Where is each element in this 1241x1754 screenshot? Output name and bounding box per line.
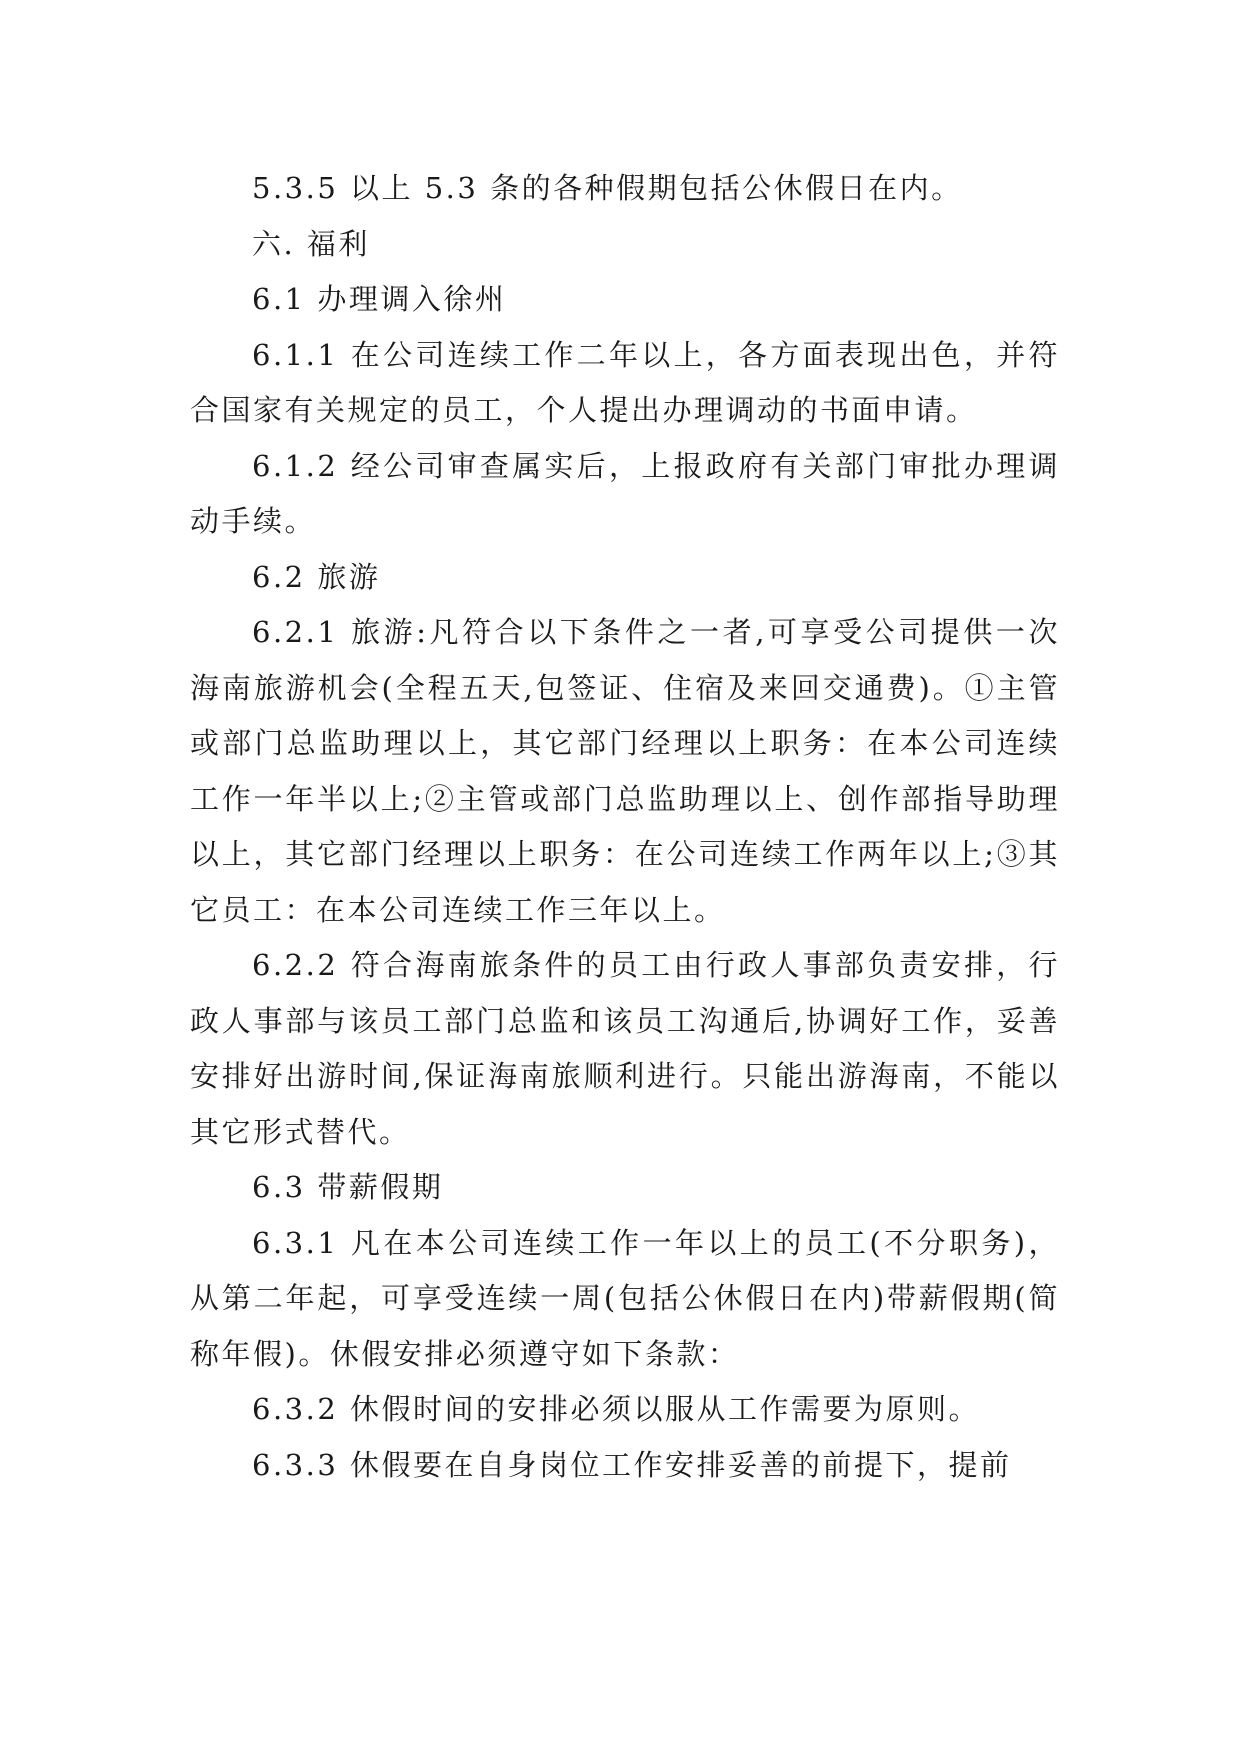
paragraph-6-1-1: 6.1.1 在公司连续工作二年以上，各方面表现出色，并符合国家有关规定的员工，个人提出办理调动的书面申请。 bbox=[190, 337, 1060, 427]
subheading-6-1: 6.1 办理调入徐州 bbox=[252, 282, 507, 316]
subheading-6-2: 6.2 旅游 bbox=[252, 559, 381, 594]
document-body bbox=[190, 161, 1060, 1493]
paragraph-6-2-2: 6.2.2 符合海南旅条件的员工由行政人事部负责安排，行政人事部与该员工部门总监和该员工沟通后,协调好工作，妥善安排好出游时间,保证海南旅顺利进行。只能出游海南，不能以其它形式替代。 bbox=[190, 948, 1060, 1149]
paragraph-6-2-1: 6.2.1 旅游:凡符合以下条件之一者,可享受公司提供一次海南旅游机会(全程五天,包签证、住宿及来回交通费)。①主管或部门总监助理以上，其它部门经理以上职务：在本公司连续工作一年半以上;②主管或部门总监助理以上、创作部指导助理以上，其它部门经理以上职务：在公司连续工作两年以上;③其它员工：在本公司连续工作三年以上。 bbox=[190, 615, 1060, 927]
subheading-6-3: 6.3 带薪假期 bbox=[252, 1170, 444, 1204]
paragraph-6-1-2: 6.1.2 经公司审查属实后，上报政府有关部门审批办理调动手续。 bbox=[190, 448, 1060, 538]
paragraph-6-3-2: 6.3.2 休假时间的安排必须以服从工作需要为原则。 bbox=[252, 1392, 981, 1426]
paragraph-5-3-5: 5.3.5 以上 5.3 条的各种假期包括公休假日在内。 bbox=[252, 171, 963, 205]
section-heading-welfare: 六. 福利 bbox=[252, 226, 370, 261]
paragraph-6-3-1: 6.3.1 凡在本公司连续工作一年以上的员工(不分职务)，从第二年起，可享受连续一周(包括公休假日在内)带薪假期(简称年假)。休假安排必须遵守如下条款： bbox=[190, 1225, 1060, 1371]
paragraph-6-3-3: 6.3.3 休假要在自身岗位工作安排妥善的前提下，提前 bbox=[252, 1447, 1012, 1482]
